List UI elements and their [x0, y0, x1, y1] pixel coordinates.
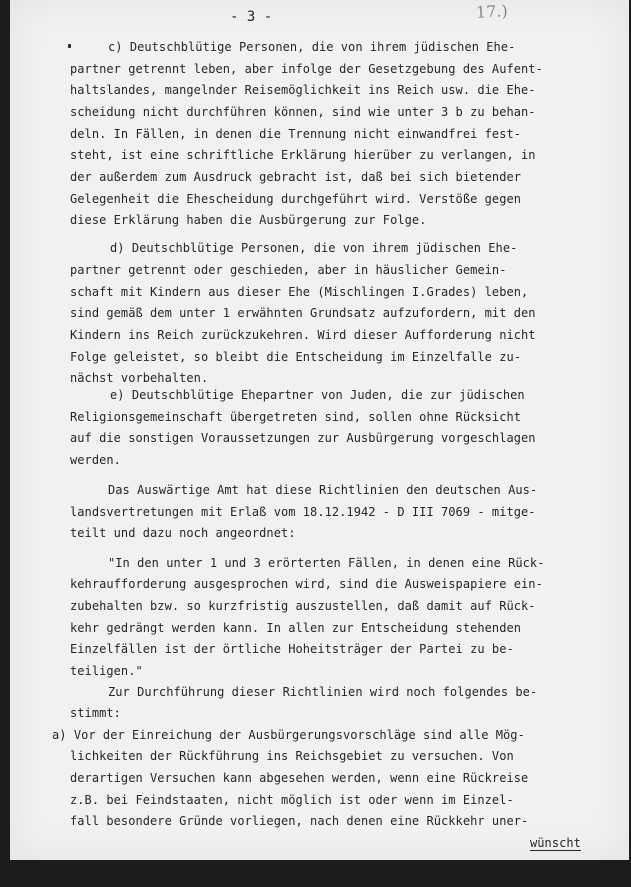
text-line: teilt und dazu noch angeordnet: [70, 526, 296, 541]
text-line: haltslandes, mangelnder Reisemöglichkeit ins Reich usw. die Ehe- [70, 83, 536, 98]
text-line: teiligen." [70, 663, 143, 678]
text-line: scheidung nicht durchführen können, sind wie unter 3 b zu behan- [70, 104, 536, 119]
text-line: kehraufforderung ausgesprochen wird, sind die Ausweispapiere ein- [70, 577, 543, 592]
text-line: a) Vor der Einreichung der Ausbürgerungsvorschläge sind alle Mög- [52, 727, 525, 742]
text-line: stimmt: [70, 706, 121, 721]
text-line: nächst vorbehalten. [70, 371, 209, 386]
text-line: sind gemäß dem unter 1 erwähnten Grundsatz aufzufordern, mit den [70, 306, 536, 321]
text-line: Zur Durchführung dieser Richtlinien wird noch folgendes be- [108, 684, 538, 699]
handwritten-page-note: 17.) [475, 1, 509, 22]
text-line: steht, ist eine schriftliche Erklärung hierüber zu verlangen, in [70, 148, 536, 163]
text-line: Gelegenheit die Ehescheidung durchgeführt wird. Verstöße gegen [70, 191, 522, 206]
text-line: derartigen Versuchen kann abgesehen werden, wenn eine Rückreise [70, 771, 529, 786]
text-line: partner getrennt leben, aber infolge der Gesetzgebung des Aufent- [70, 61, 543, 76]
text-line: kehr gedrängt werden kann. In allen zur Entscheidung stehenden [70, 620, 522, 635]
text-line: c) Deutschblütige Personen, die von ihrem jüdischen Ehe- [108, 40, 516, 54]
text-line: deln. In Fällen, in denen die Trennung nicht einwandfrei fest- [70, 126, 522, 141]
text-line: e) Deutschblütige Ehepartner von Juden, die zur jüdischen [110, 388, 525, 403]
text-line: d) Deutschblütige Personen, die von ihrem jüdischen Ehe- [110, 241, 518, 256]
text-line: partner getrennt oder geschieden, aber in häuslicher Gemein- [70, 263, 507, 277]
text-line: z.B. bei Feindstaaten, nicht möglich ist oder wenn im Einzel- [70, 792, 514, 807]
text-line: "In den unter 1 und 3 erörterten Fällen, in denen eine Rück- [108, 555, 545, 570]
document-page [10, 0, 629, 860]
text-line: der außerdem zum Ausdruck gebracht ist, daß bei sich bietender [70, 169, 522, 184]
page-number: - 3 - [230, 9, 273, 25]
text-line: Kindern ins Reich zurückzukehren. Wird dieser Aufforderung nicht [70, 327, 536, 342]
text-line: auf die sonstigen Voraussetzungen zur Ausbürgerung vorgeschlagen [70, 431, 536, 446]
text-line: zubehalten bzw. so kurzfristig auszustellen, daß damit auf Rück- [70, 598, 536, 613]
text-line: fall besondere Gründe vorliegen, nach denen eine Rückkehr uner- [70, 814, 529, 829]
text-line: lichkeiten der Rückführung ins Reichsgebiet zu versuchen. Von [70, 749, 514, 764]
text-line: Religionsgemeinschaft übergetreten sind, sollen ohne Rücksicht [70, 409, 522, 424]
text-line: schaft mit Kindern aus dieser Ehe (Mischlingen I.Grades) leben, [70, 284, 529, 299]
text-line: landsvertretungen mit Erlaß vom 18.12.1942 - D III 7069 - mitge- [70, 504, 536, 519]
margin-mark [68, 44, 71, 48]
text-line: werden. [70, 453, 121, 468]
text-line: Folge geleistet, so bleibt die Entscheidung im Einzelfalle zu- [70, 349, 522, 364]
catchword: wünscht [530, 836, 581, 850]
text-line: Das Auswärtige Amt hat diese Richtlinien den deutschen Aus- [108, 483, 538, 498]
text-line: diese Erklärung haben die Ausbürgerung zur Folge. [70, 213, 427, 228]
text-line: Einzelfällen ist der örtliche Hoheitsträger der Partei zu be- [70, 642, 514, 657]
